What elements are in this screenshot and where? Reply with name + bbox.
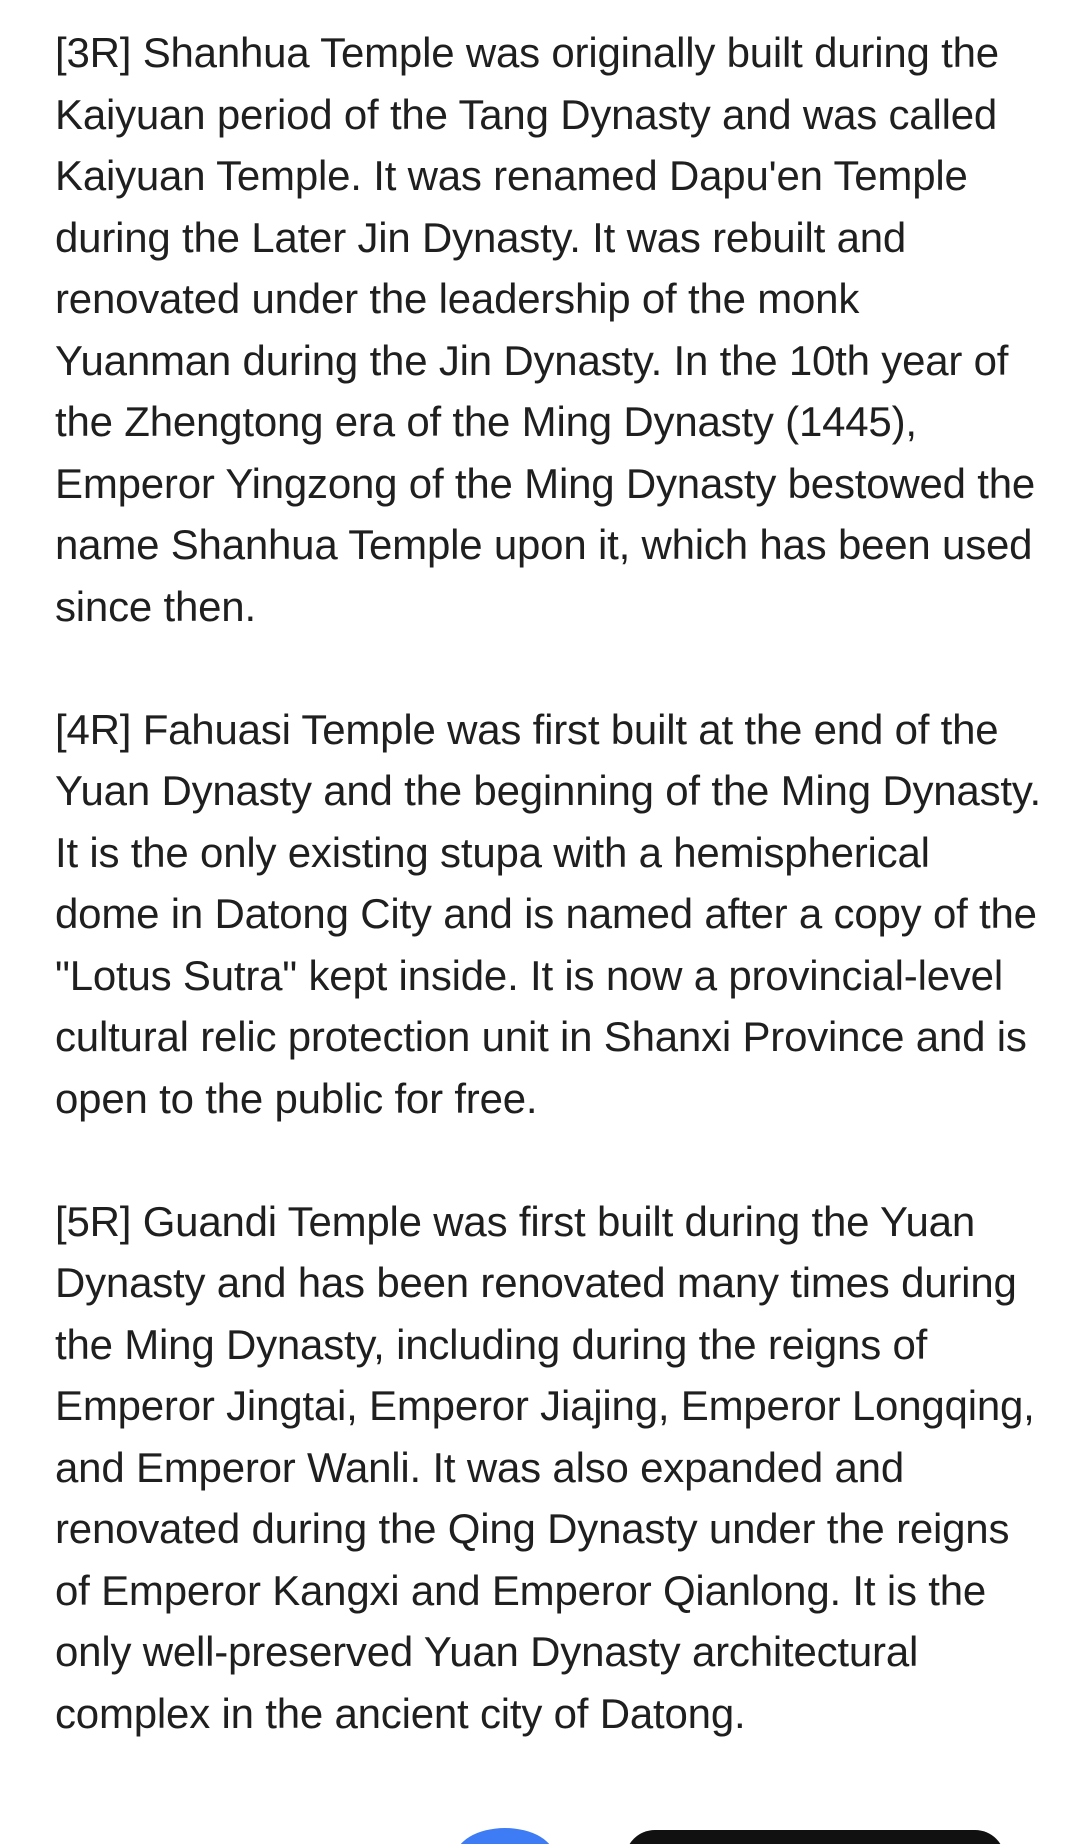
- paragraph-shanhua-temple: [3R] Shanhua Temple was originally built during the Kaiyuan period of the Tang Dynasty and was called Kaiyuan Temple. It was renamed Dapu'en Temple during the Later Jin Dynasty. It was rebuilt and renovated under the leadership of the monk Yuanman during the Jin Dynasty. In the 10th year of the Zhengtong era of the Ming Dynasty (1445), Emperor Yingzong of the Ming Dynasty bestowed the name Shanhua Temple upon it, which has been used since then.: [55, 29, 1036, 630]
- floating-action-button[interactable]: [455, 1828, 555, 1844]
- paragraph-fahuasi-temple: [4R] Fahuasi Temple was first built at the end of the Yuan Dynasty and the beginning of the Ming Dynasty. It is the only existing stupa with a hemispherical dome in Datong City and is named after a copy of the "Lotus Sutra" kept inside. It is now a provincial-level cultural relic protection unit in Shanxi Province and is open to the public for free.: [55, 705, 1041, 1122]
- bottom-toolbar[interactable]: [625, 1830, 1005, 1844]
- paragraph-guandi-temple: [5R] Guandi Temple was first built during the Yuan Dynasty and has been renovated many times during the Ming Dynasty, including during the reigns of Emperor Jingtai, Emperor Jiajing, Emperor Longqing, and Emperor Wanli. It was also expanded and renovated during the Qing Dynasty under the reigns of Emperor Kangxi and Emperor Qianlong. It is the only well-preserved Yuan Dynasty architectural complex in the ancient city of Datong.: [55, 1197, 1035, 1737]
- article-body: [55, 22, 1045, 1744]
